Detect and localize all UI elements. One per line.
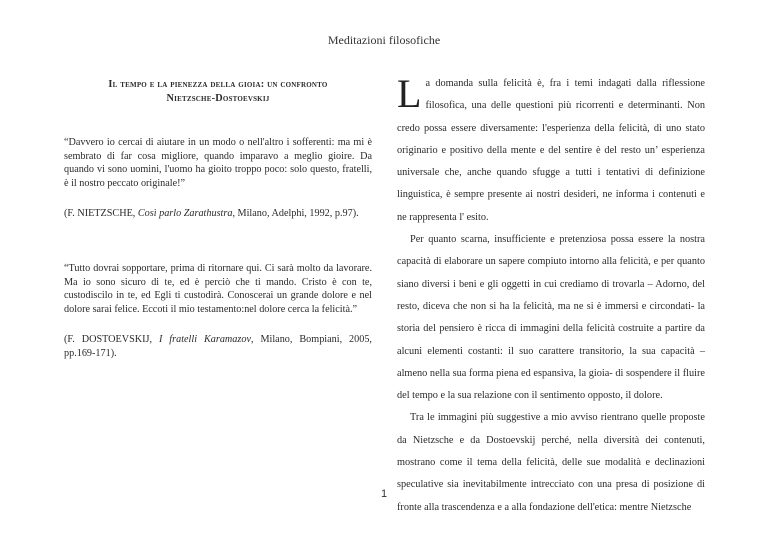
body-paragraph-3: Tra le immagini più suggestive a mio avviso rientrano quelle proposte da Nietzsche e da Dostoevskij perché, nella diversità dei contenuti, mostrano come il tema della felicità, delle sue modalità e declinazioni speculative sia inevitabilmente intrecciato con una presa di posizione di fronte alla trascendenza e a alla fondazione dell'etica: mentre Nietzsche [397,412,705,513]
body-paragraph-2: Per quanto scarna, insufficiente e pretenziosa possa essere la nostra capacità di elaborare un sapere compiuto intorno alla felicità, e per quanto siano diversi i beni e gli oggetti in cui crediamo di trovarla – Adorno, del resto, diceva che non si ha la felicità, ma ne si è immersi e circondati- la storia del pensiero è ricca di immagini della felicità costruite a partire da alcuni elementi costanti: il suo carattere transitorio, la sua capacità – almeno nella sua forma piena ed espansiva, la gioia- di sospendere il fluire del tempo e la sua relazione con il sentimento opposto, il dolore. [397,234,705,402]
body-paragraph-1 [397,73,705,229]
nietzsche-quote: “Davvero io cercai di aiutare in un modo o nell'altro i sofferenti: ma mi è sembrato di far cosa migliore, quando imparavo a meglio gioire. Da quando vi sono uomini, l'uomo ha gioito troppo poco: solo questo, fratelli, è il nostro peccato originale!” [64,137,372,189]
citation-publication: , Milano, Bompiani, 2005, pp.169-171). [64,334,372,359]
dostoevskij-quote: “Tutto dovrai sopportare, prima di ritornare qui. Ci sarà molto da lavorare. Ma io sono sicuro di te, ed è perciò che ti mando. Cristo è con te, custodiscilo in te, ed Egli ti custodirà. Conoscerai un grande dolore e nel dolore sarai felice. Eccoti il mio testamento:nel dolore cerca la felicità.” [64,262,372,315]
citation-publication: , Milano, Adelphi, 1992, p.97). [232,208,359,220]
section-title-line-2: Nietzsche-Dostoevskij [166,93,270,104]
citation-author: (F. NIETZSCHE, [64,208,138,220]
page-number: 1 [380,488,388,500]
citation-work-title: I fratelli Karamazov [158,334,251,346]
epigraph-column [64,78,372,361]
dostoevskij-citation [64,333,372,360]
running-header: Meditazioni filosofiche [327,33,441,47]
body-column [397,73,705,519]
citation-author: (F. DOSTOEVSKIJ, [64,334,159,346]
drop-cap: L [397,71,422,116]
section-title [64,78,372,106]
section-title-line-1: Il tempo e la pienezza della gioia: un confronto [108,79,328,90]
citation-work-title: Così parlo Zarathustra [137,208,233,220]
nietzsche-citation [64,207,372,221]
body-paragraph-1-text: a domanda sulla felicità è, fra i temi indagati dalla riflessione filosofica, una delle questioni più ricorrenti e determinanti. Non credo possa essere diversamente: l'esperienza della felicità, di uno stato originario e positivo della mente e del sentire è del resto un’ esperienza universale che, anche quando sfugge a tutti i tentativi di definizione linguistica, è sempre presente ai nostri desideri, ne informa i contenuti e ne rappresenta l' esito. [397,78,705,223]
